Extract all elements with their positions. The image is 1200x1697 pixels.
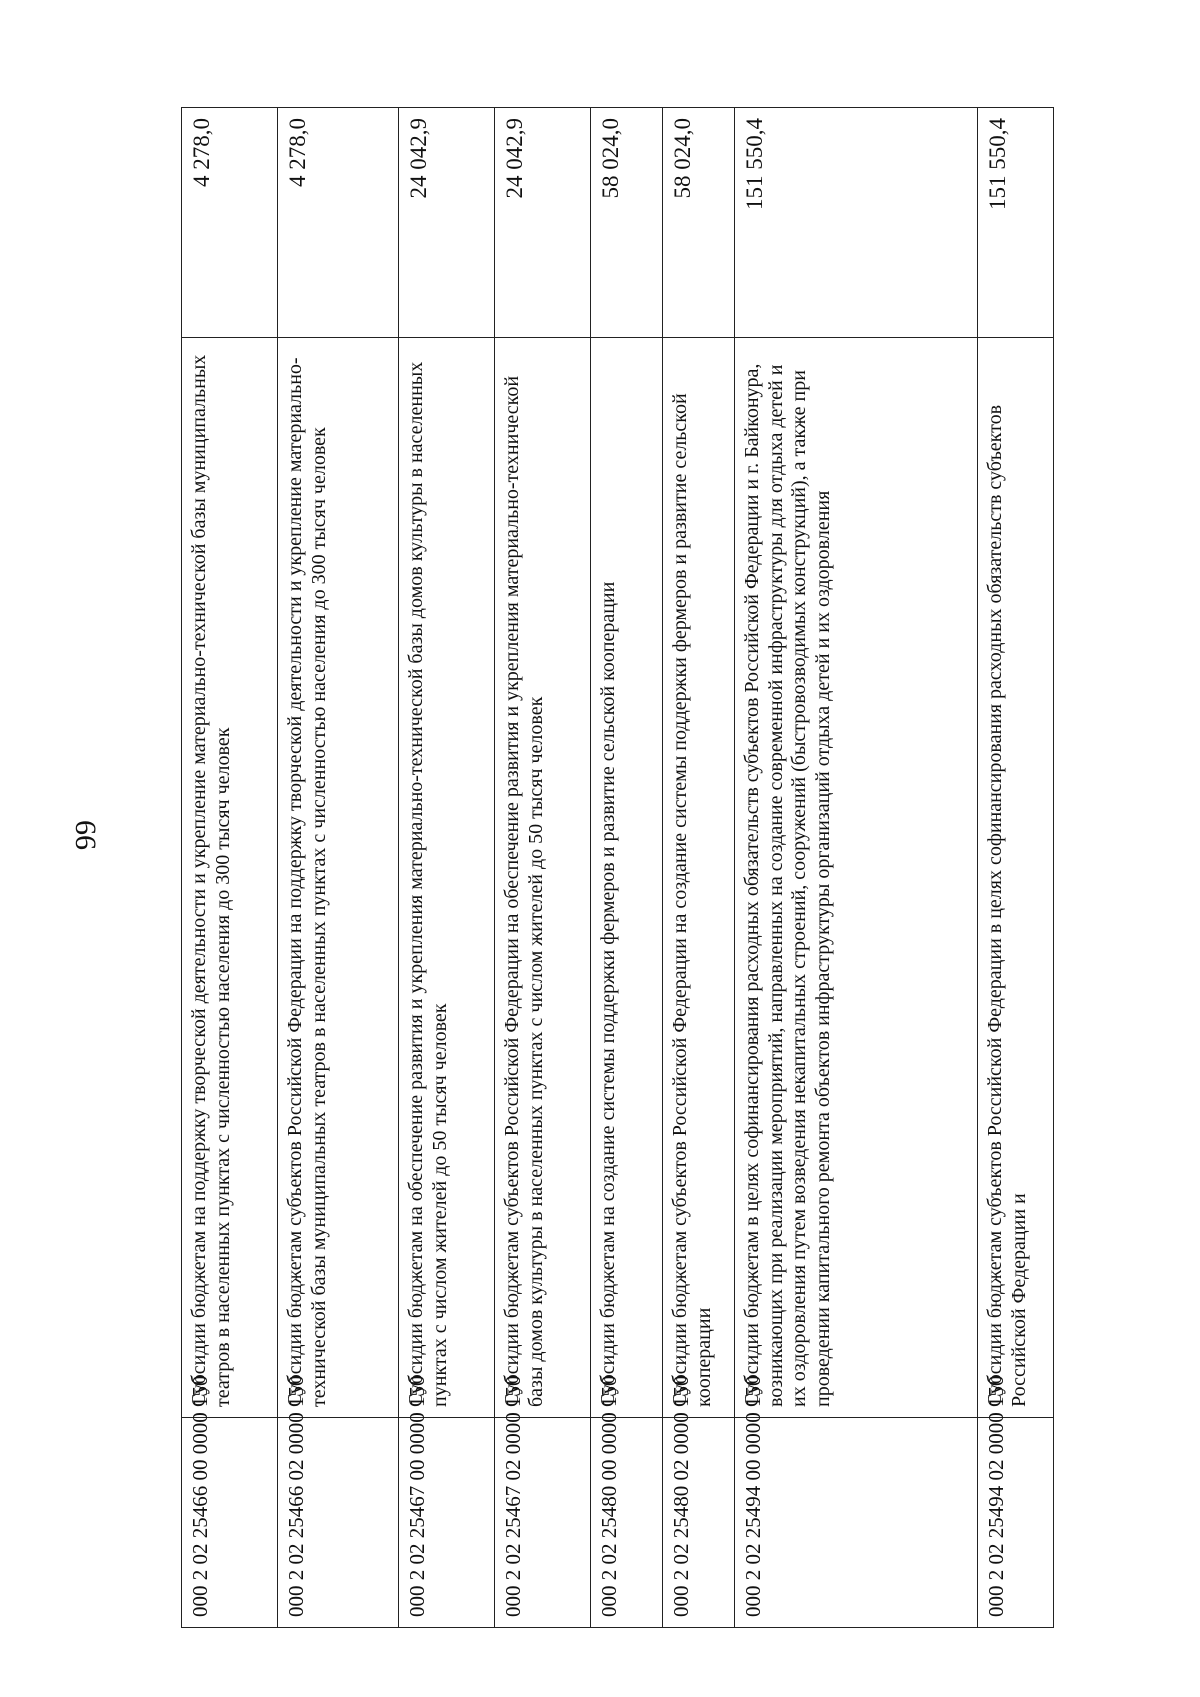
row-amount: 4 278,0	[182, 108, 278, 338]
table-row	[399, 108, 495, 1628]
row-description: Субсидии бюджетам на поддержку творческой деятельности и укрепление материально-технической базы муниципальных театров в населенных пунктах с численностью населения до 300 тысяч человек	[182, 338, 278, 1418]
table-row	[278, 108, 399, 1628]
page-number: 66	[69, 820, 102, 850]
row-amount: 58 024,0	[591, 108, 663, 338]
budget-code: 000 2 02 25466 02 0000 150	[278, 1418, 399, 1628]
table-row	[735, 108, 978, 1628]
row-description: Субсидии бюджетам в целях софинансирования расходных обязательств субъектов Российской Федерации и г. Байконура, возникающих при реализации мероприятий, направленных на создание современной инфраструктуры для отдыха детей и их оздоровления путем возведения некапитальных строений, сооружений (быстровозводимых конструкций), а также при проведении капитального ремонта объектов инфраструктуры организаций отдыха детей и их оздоровления	[735, 338, 978, 1418]
row-description: Субсидии бюджетам субъектов Российской Федерации на обеспечение развития и укрепления материально-технической базы домов культуры в населенных пунктах с числом жителей до 50 тысяч человек	[495, 338, 591, 1418]
row-amount: 24 042,9	[399, 108, 495, 338]
budget-code: 000 2 02 25480 02 0000 150	[663, 1418, 735, 1628]
row-description: Субсидии бюджетам субъектов Российской Федерации на создание системы поддержки фермеров и развитие сельской кооперации	[663, 338, 735, 1418]
table-row	[495, 108, 591, 1628]
rotated-table-container	[181, 108, 1053, 1628]
budget-code: 000 2 02 25467 02 0000 150	[495, 1418, 591, 1628]
budget-code: 000 2 02 25466 00 0000 150	[182, 1418, 278, 1628]
row-description: Субсидии бюджетам субъектов Российской Федерации в целях софинансирования расходных обязательств субъектов Российской Федерации и	[978, 338, 1054, 1418]
table-row	[182, 108, 278, 1628]
table-row	[978, 108, 1054, 1628]
row-amount: 58 024,0	[663, 108, 735, 338]
row-amount: 24 042,9	[495, 108, 591, 338]
row-description: Субсидии бюджетам на создание системы поддержки фермеров и развитие сельской кооперации	[591, 338, 663, 1418]
row-amount: 151 550,4	[978, 108, 1054, 338]
row-description: Субсидии бюджетам на обеспечение развития и укрепления материально-технической базы домов культуры в населенных пунктах с числом жителей до 50 тысяч человек	[399, 338, 495, 1418]
budget-code: 000 2 02 25494 00 0000 150	[735, 1418, 978, 1628]
row-description: Субсидии бюджетам субъектов Российской Федерации на поддержку творческой деятельности и укрепление материально-технической базы муниципальных театров в населенных пунктах с численностью населения до 300 тысяч человек	[278, 338, 399, 1418]
budget-table	[181, 107, 1054, 1628]
budget-code: 000 2 02 25467 00 0000 150	[399, 1418, 495, 1628]
row-amount: 4 278,0	[278, 108, 399, 338]
budget-code: 000 2 02 25494 02 0000 150	[978, 1418, 1054, 1628]
row-amount: 151 550,4	[735, 108, 978, 338]
table-row	[591, 108, 663, 1628]
table-row	[663, 108, 735, 1628]
budget-code: 000 2 02 25480 00 0000 150	[591, 1418, 663, 1628]
